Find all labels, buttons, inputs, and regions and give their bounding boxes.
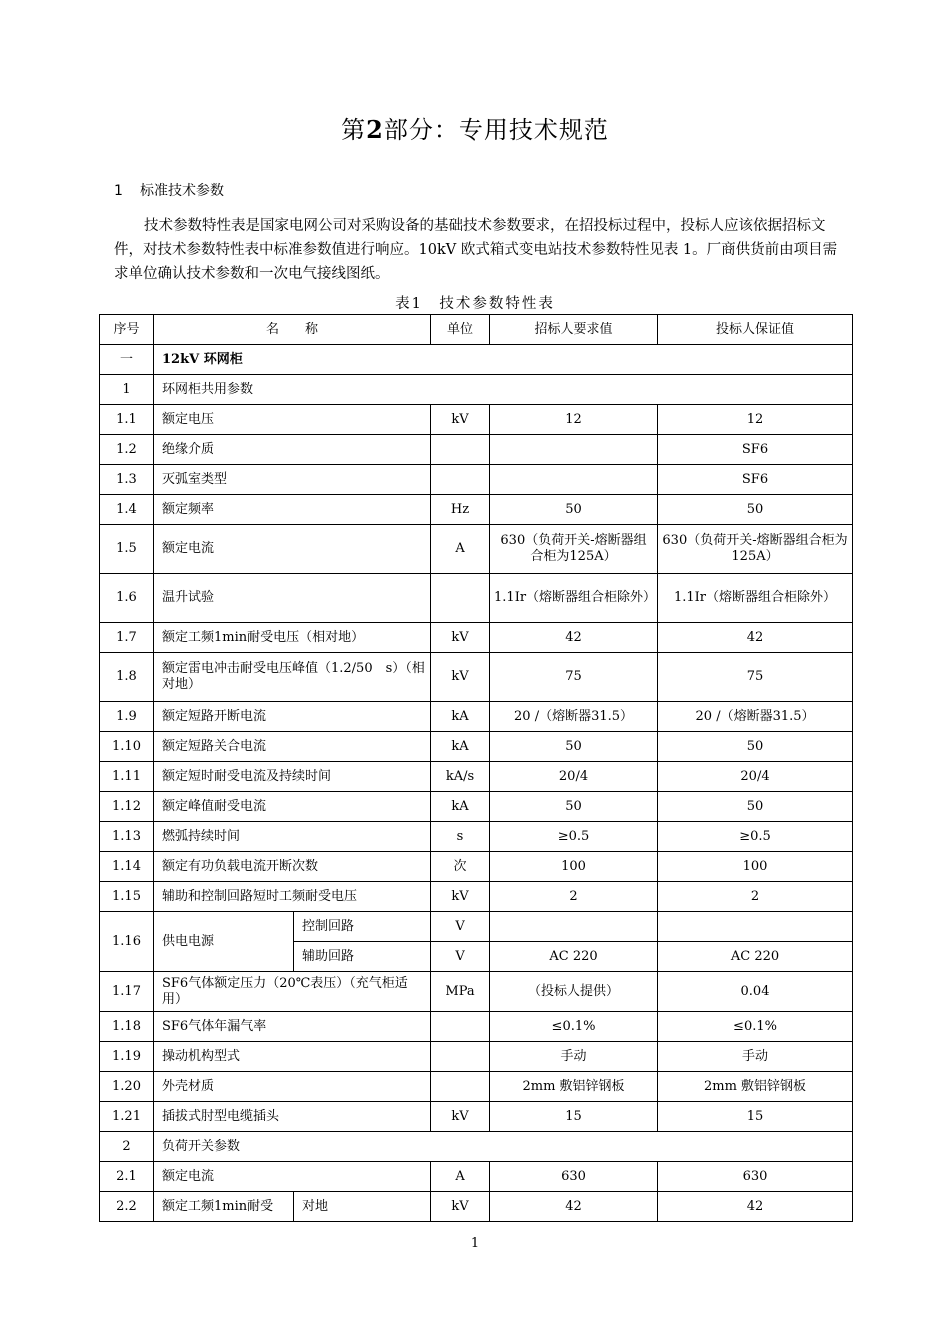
row-no: 1.9 <box>100 702 154 732</box>
row-req: 50 <box>490 495 658 525</box>
row-no: 1.16 <box>100 912 154 972</box>
row-unit: kV <box>431 405 490 435</box>
row-guar: 2mm 敷铝锌钢板 <box>658 1072 853 1102</box>
row-name: 负荷开关参数 <box>154 1132 853 1162</box>
row-no: 1.13 <box>100 822 154 852</box>
table-row <box>100 1102 853 1132</box>
row-req: 12 <box>490 405 658 435</box>
row-req: 630（负荷开关-熔断器组合柜为125A） <box>490 525 658 574</box>
table-row <box>100 1132 853 1162</box>
row-name: 绝缘介质 <box>154 435 431 465</box>
row-unit: kA/s <box>431 762 490 792</box>
row-guar <box>658 912 853 942</box>
row-guar: 2 <box>658 882 853 912</box>
row-no: 1.17 <box>100 972 154 1012</box>
table-row <box>100 822 853 852</box>
row-guar: 20/4 <box>658 762 853 792</box>
row-unit: MPa <box>431 972 490 1012</box>
row-no: 1.18 <box>100 1012 154 1042</box>
table-row <box>100 882 853 912</box>
row-req: 2mm 敷铝锌钢板 <box>490 1072 658 1102</box>
table-row <box>100 574 853 623</box>
row-guar: 42 <box>658 623 853 653</box>
row-unit <box>431 1042 490 1072</box>
row-no: 1.11 <box>100 762 154 792</box>
row-unit: kV <box>431 1102 490 1132</box>
group-no: 一 <box>100 345 154 375</box>
row-no: 1.8 <box>100 653 154 702</box>
table-row <box>100 972 853 1012</box>
row-guar: AC 220 <box>658 942 853 972</box>
row-no: 1.2 <box>100 435 154 465</box>
table-row <box>100 653 853 702</box>
row-req: 手动 <box>490 1042 658 1072</box>
row-req: ≤0.1% <box>490 1012 658 1042</box>
row-name: 额定电压 <box>154 405 431 435</box>
row-name: 燃弧持续时间 <box>154 822 431 852</box>
row-unit: V <box>431 942 490 972</box>
row-unit <box>431 574 490 623</box>
row-name: 额定频率 <box>154 495 431 525</box>
row-subname: 对地 <box>294 1192 431 1222</box>
row-unit: s <box>431 822 490 852</box>
row-subname: 辅助回路 <box>294 942 431 972</box>
row-req <box>490 465 658 495</box>
row-unit <box>431 1012 490 1042</box>
row-name: 额定峰值耐受电流 <box>154 792 431 822</box>
row-name: 额定雷电冲击耐受电压峰值（1.2/50 s）（相对地） <box>154 653 431 702</box>
row-no: 1.3 <box>100 465 154 495</box>
row-guar: 630（负荷开关-熔断器组合柜为125A） <box>658 525 853 574</box>
row-name: 额定电流 <box>154 1162 431 1192</box>
row-name: 额定工频1min耐受电压（相对地） <box>154 623 431 653</box>
row-no: 1.10 <box>100 732 154 762</box>
header-guar: 投标人保证值 <box>658 315 853 345</box>
group-row <box>100 345 853 375</box>
section-number: 1 <box>114 183 123 199</box>
row-name: 插拔式肘型电缆插头 <box>154 1102 431 1132</box>
row-no: 2 <box>100 1132 154 1162</box>
row-no: 2.1 <box>100 1162 154 1192</box>
row-no: 1 <box>100 375 154 405</box>
table-row <box>100 1192 853 1222</box>
row-req: 2 <box>490 882 658 912</box>
table-row <box>100 702 853 732</box>
table-row <box>100 1042 853 1072</box>
row-name: 供电电源 <box>154 912 294 972</box>
row-guar: SF6 <box>658 465 853 495</box>
table-row <box>100 1012 853 1042</box>
row-guar: 42 <box>658 1192 853 1222</box>
table-header-row <box>100 315 853 345</box>
row-req: 50 <box>490 792 658 822</box>
row-unit: kV <box>431 882 490 912</box>
group-name: 12kV 环网柜 <box>154 345 853 375</box>
table-row <box>100 375 853 405</box>
row-guar: 50 <box>658 732 853 762</box>
row-no: 1.1 <box>100 405 154 435</box>
row-req: 1.1Ir（熔断器组合柜除外） <box>490 574 658 623</box>
row-name: 外壳材质 <box>154 1072 431 1102</box>
row-name: 灭弧室类型 <box>154 465 431 495</box>
row-no: 1.20 <box>100 1072 154 1102</box>
row-unit: Hz <box>431 495 490 525</box>
row-no: 1.14 <box>100 852 154 882</box>
table-row <box>100 435 853 465</box>
page-title: 第2部分：专用技术规范 <box>341 115 609 144</box>
row-req: 75 <box>490 653 658 702</box>
row-guar: 手动 <box>658 1042 853 1072</box>
row-req: 100 <box>490 852 658 882</box>
row-guar: 75 <box>658 653 853 702</box>
header-name: 名 称 <box>154 315 431 345</box>
row-guar: ≤0.1% <box>658 1012 853 1042</box>
row-unit: kA <box>431 792 490 822</box>
row-unit: A <box>431 1162 490 1192</box>
row-name: 额定工频1min耐受 <box>154 1192 294 1222</box>
row-guar: 100 <box>658 852 853 882</box>
parameter-table <box>99 314 853 1222</box>
table-row <box>100 623 853 653</box>
table-row <box>100 495 853 525</box>
row-no: 1.21 <box>100 1102 154 1132</box>
row-unit: kV <box>431 653 490 702</box>
row-unit: A <box>431 525 490 574</box>
row-req <box>490 912 658 942</box>
row-unit <box>431 435 490 465</box>
table-caption: 表1 技术参数特性表 <box>395 296 555 312</box>
row-req: 20/4 <box>490 762 658 792</box>
row-name: 额定短路关合电流 <box>154 732 431 762</box>
section-heading <box>114 180 224 200</box>
table-row <box>100 405 853 435</box>
table-row <box>100 852 853 882</box>
row-name: 额定电流 <box>154 525 431 574</box>
row-guar: 12 <box>658 405 853 435</box>
row-req: 42 <box>490 1192 658 1222</box>
row-no: 1.12 <box>100 792 154 822</box>
row-no: 1.15 <box>100 882 154 912</box>
row-guar: 15 <box>658 1102 853 1132</box>
page-number: 1 <box>470 1236 480 1251</box>
row-guar: 630 <box>658 1162 853 1192</box>
row-name: SF6气体额定压力（20℃表压）（充气柜适用） <box>154 972 431 1012</box>
section-title: 标准技术参数 <box>140 183 224 199</box>
row-no: 1.19 <box>100 1042 154 1072</box>
row-no: 1.5 <box>100 525 154 574</box>
header-no: 序号 <box>100 315 154 345</box>
row-no: 1.4 <box>100 495 154 525</box>
intro-paragraph: 技术参数特性表是国家电网公司对采购设备的基础技术参数要求，在招投标过程中，投标人应该依据招标文件，对技术参数特性表中标准参数值进行响应。10kV 欧式箱式变电站技术参数特性见表 1。厂商供货前由项目需求单位确认技术参数和一次电气接线图纸。 <box>114 218 838 282</box>
header-req: 招标人要求值 <box>490 315 658 345</box>
row-req: 42 <box>490 623 658 653</box>
row-name: 额定有功负载电流开断次数 <box>154 852 431 882</box>
table-row <box>100 792 853 822</box>
row-subname: 控制回路 <box>294 912 431 942</box>
table-row <box>100 732 853 762</box>
row-unit: kA <box>431 732 490 762</box>
row-req: 15 <box>490 1102 658 1132</box>
row-name: 温升试验 <box>154 574 431 623</box>
table-row <box>100 1162 853 1192</box>
table-row <box>100 912 853 942</box>
row-unit: V <box>431 912 490 942</box>
row-req: 630 <box>490 1162 658 1192</box>
row-no: 2.2 <box>100 1192 154 1222</box>
row-no: 1.6 <box>100 574 154 623</box>
row-guar: 50 <box>658 792 853 822</box>
row-guar: 20 /（熔断器31.5） <box>658 702 853 732</box>
row-name: 辅助和控制回路短时工频耐受电压 <box>154 882 431 912</box>
row-guar: 1.1Ir（熔断器组合柜除外） <box>658 574 853 623</box>
header-unit: 单位 <box>431 315 490 345</box>
row-unit: 次 <box>431 852 490 882</box>
row-req: （投标人提供） <box>490 972 658 1012</box>
row-unit: kA <box>431 702 490 732</box>
row-name: 额定短路开断电流 <box>154 702 431 732</box>
table-row <box>100 762 853 792</box>
table-row <box>100 525 853 574</box>
row-guar: SF6 <box>658 435 853 465</box>
row-req: 50 <box>490 732 658 762</box>
table-row <box>100 465 853 495</box>
row-unit: kV <box>431 623 490 653</box>
table-row <box>100 1072 853 1102</box>
row-req <box>490 435 658 465</box>
row-name: SF6气体年漏气率 <box>154 1012 431 1042</box>
row-name: 额定短时耐受电流及持续时间 <box>154 762 431 792</box>
row-req: AC 220 <box>490 942 658 972</box>
row-guar: 50 <box>658 495 853 525</box>
row-guar: 0.04 <box>658 972 853 1012</box>
row-guar: ≥0.5 <box>658 822 853 852</box>
row-req: ≥0.5 <box>490 822 658 852</box>
row-unit <box>431 1072 490 1102</box>
row-unit <box>431 465 490 495</box>
row-req: 20 /（熔断器31.5） <box>490 702 658 732</box>
row-name: 操动机构型式 <box>154 1042 431 1072</box>
row-name: 环网柜共用参数 <box>154 375 853 405</box>
row-unit: kV <box>431 1192 490 1222</box>
row-no: 1.7 <box>100 623 154 653</box>
